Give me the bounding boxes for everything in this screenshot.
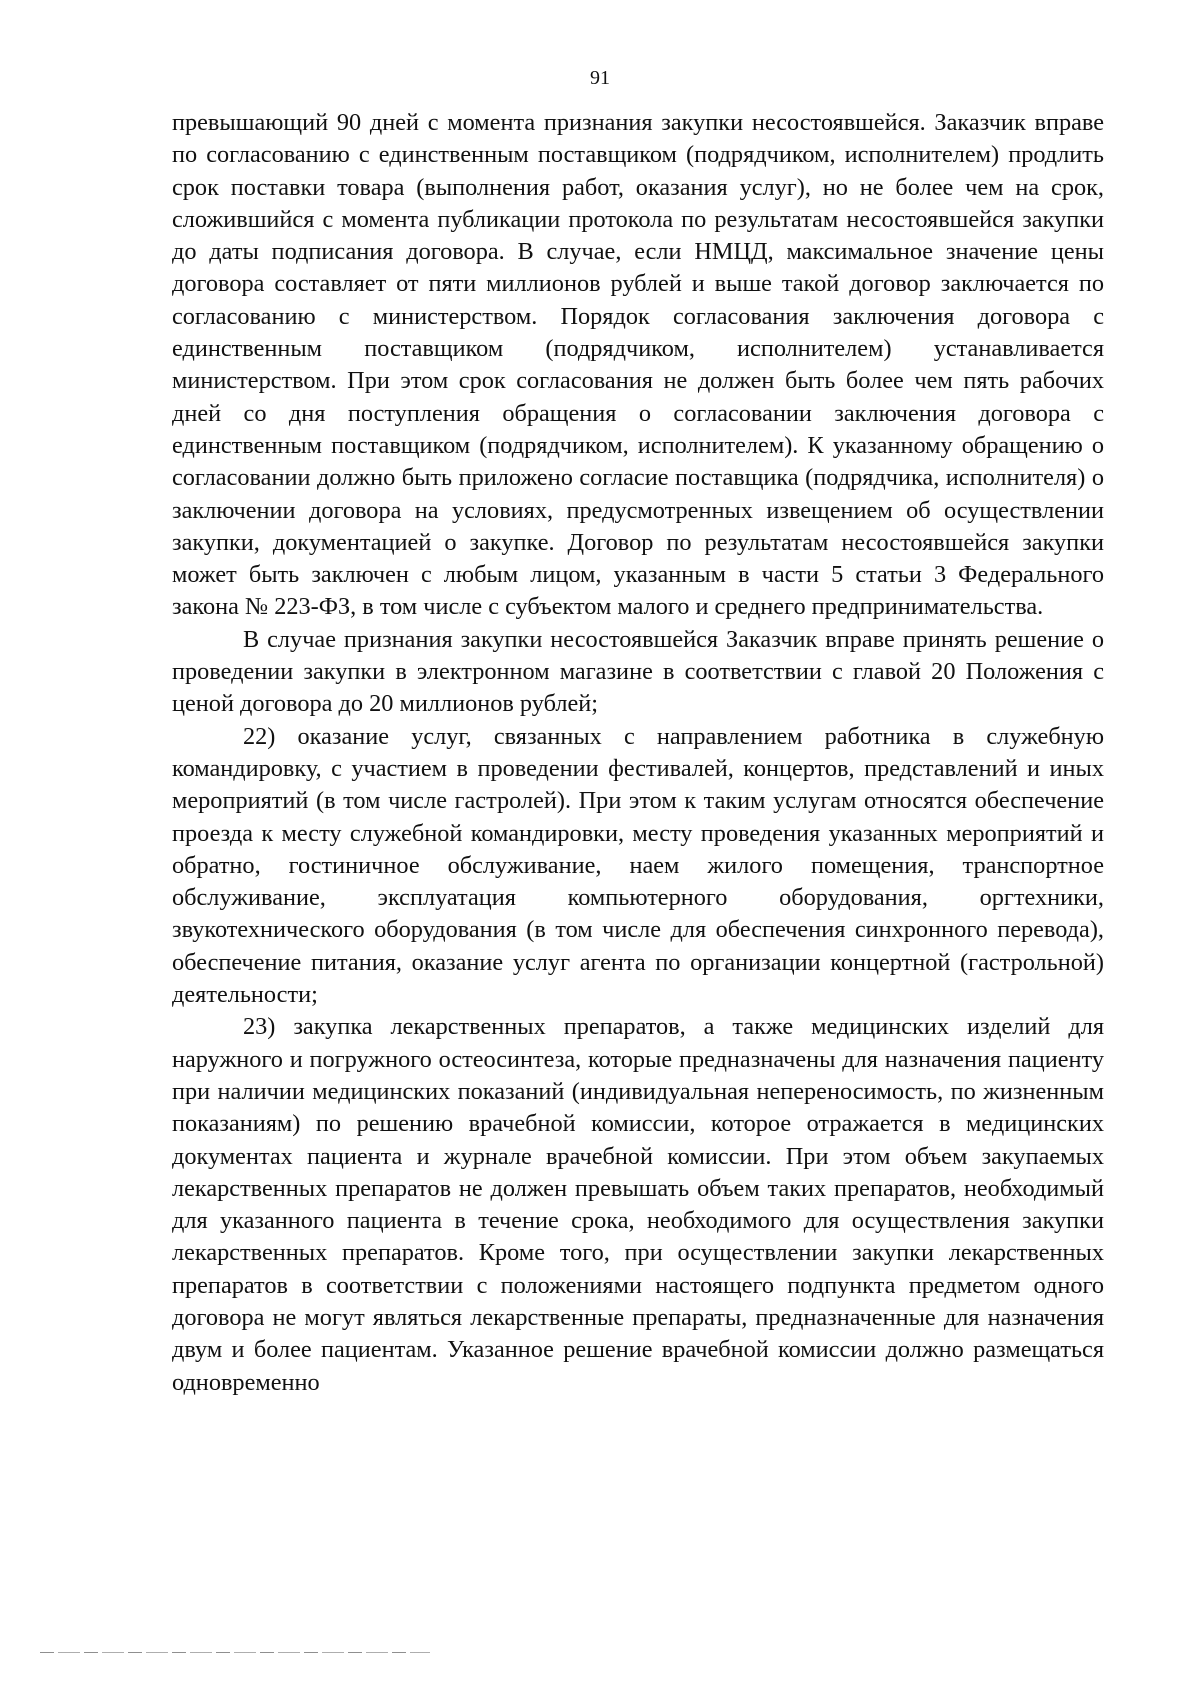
paragraph-continuation: превышающий 90 дней с момента признания закупки несостоявшейся. Заказчик вправе по согласованию с единственным поставщиком (подрядчиком, исполнителем) продлить срок поставки товара (выполнения работ, оказания услуг), но не более чем на срок, сложившийся с момента публикации протокола по результатам несостоявшейся закупки до даты подписания договора. В случае, если НМЦД, максимальное значение цены договора составляет от пяти миллионов рублей и выше такой договор заключается по согласованию с министерством. Порядок согласования заключения договора с единственным поставщиком (подрядчиком, исполнителем) устанавливается министерством. При этом срок согласования не должен быть более чем пять рабочих дней со дня поступления обращения о согласовании заключения договора с единственным поставщиком (подрядчиком, исполнителем). К указанному обращению о согласовании должно быть приложено согласие поставщика (подрядчика, исполнителя) о заключении договора на условиях, предусмотренных извещением об осуществлении закупки, документацией о закупке. Договор по результатам несостоявшейся закупки может быть заключен с любым лицом, указанным в части 5 статьи 3 Федерального закона № 223-ФЗ, в том числе с субъектом малого и среднего предпринимательства. xyxy=(172,109,1104,621)
paragraph-item-22: 22) оказание услуг, связанных с направлением работника в служебную командировку, с участием в проведении фестивалей, концертов, представлений и иных мероприятий (в том числе гастролей). При этом к таким услугам относятся обеспечение проезда к месту служебной командировки, месту проведения указанных мероприятий и обратно, гостиничное обслуживание, наем жилого помещения, транспортное обслуживание, эксплуатация компьютерного оборудования, оргтехники, звукотехнического оборудования (в том числе для обеспечения синхронного перевода), обеспечение питания, оказание услуг агента по организации концертной (гастрольной) деятельности; xyxy=(172,722,1104,1009)
page-number: 91 xyxy=(590,67,610,89)
document-body xyxy=(172,107,1104,1399)
paragraph-item-23: 23) закупка лекарственных препаратов, а также медицинских изделий для наружного и погружного остеосинтеза, которые предназначены для назначения пациенту при наличии медицинских показаний (индивидуальная непереносимость, по жизненным показаниям) по решению врачебной комиссии, которое отражается в медицинских документах пациента и журнале врачебной комиссии. При этом объем закупаемых лекарственных препаратов не должен превышать объем таких препаратов, необходимый для указанного пациента в течение срока, необходимого для осуществления закупки лекарственных препаратов. Кроме того, при осуществлении закупки лекарственных препаратов в соответствии с положениями настоящего подпункта предметом одного договора не могут являться лекарственные препараты, предназначенные для назначения двум и более пациентам. Указанное решение врачебной комиссии должно размещаться одновременно xyxy=(172,1013,1104,1396)
scan-artifact-line xyxy=(40,1652,430,1653)
paragraph-failed-procurement-eshop: В случае признания закупки несостоявшейся Заказчик вправе принять решение о проведении закупки в электронном магазине в соответствии с главой 20 Положения с ценой договора до 20 миллионов рублей; xyxy=(172,625,1104,718)
